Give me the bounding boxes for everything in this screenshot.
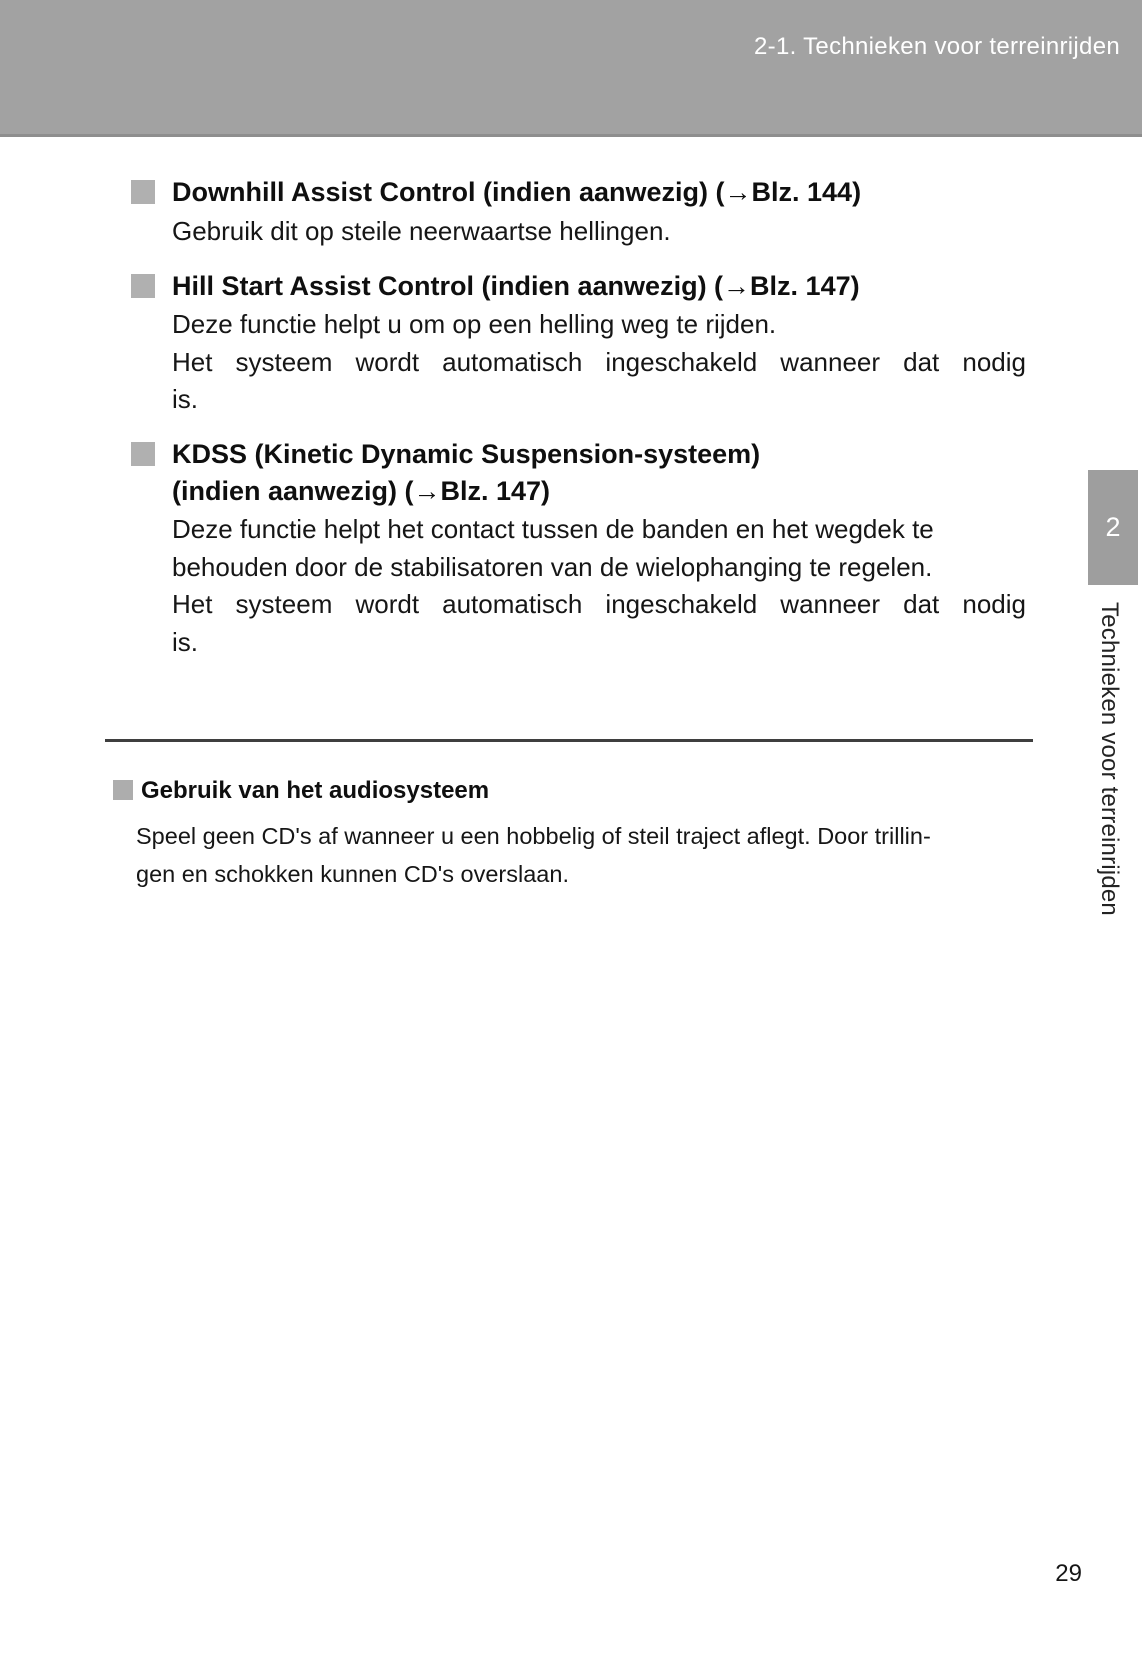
note-audio-system-heading (113, 775, 489, 806)
horizontal-divider (105, 739, 1033, 742)
body-line: Speel geen CD's af wanneer u een hobbelig of steil traject aflegt. Door trillin- (136, 823, 931, 849)
page-header-banner (0, 0, 1142, 137)
breadcrumb: 2-1. Technieken voor terreinrijden (754, 33, 1120, 60)
section-title: Hill Start Assist Control (indien aanwezig) (→Blz. 147) (172, 271, 860, 301)
section-kdss-heading (131, 436, 760, 510)
section-kdss-body (172, 511, 1026, 661)
note-title: Gebruik van het audiosysteem (141, 777, 490, 804)
section-title-line-2: (indien aanwezig) (→Blz. 147) (172, 476, 551, 506)
note-audio-system-body (136, 817, 1032, 893)
section-downhill-assist-body (172, 213, 1026, 251)
body-line: Deze functie helpt u om op een helling weg te rijden. (172, 309, 777, 339)
page-number: 29 (1055, 1560, 1082, 1587)
body-line: Het systeem wordt automatisch ingeschakeld wanneer dat nodig (172, 346, 1026, 377)
chapter-tab (1088, 470, 1138, 585)
body-line: Gebruik dit op steile neerwaartse hellingen. (172, 216, 671, 246)
chapter-number: 2 (1105, 512, 1121, 542)
section-title-line-1: KDSS (Kinetic Dynamic Suspension-systeem) (172, 439, 761, 469)
body-line: Het systeem wordt automatisch ingeschakeld wanneer dat nodig (172, 589, 1026, 619)
section-downhill-assist-heading (131, 174, 861, 211)
body-line: is. (172, 384, 198, 414)
chapter-title-vertical: Technieken voor terreinrijden (1096, 602, 1123, 916)
square-bullet-icon (113, 780, 133, 800)
square-bullet-icon (131, 180, 155, 204)
body-line: behouden door de stabilisatoren van de wielophanging te regelen. (172, 551, 933, 582)
section-hill-start-assist-heading (131, 268, 860, 305)
body-line: is. (172, 626, 198, 657)
section-title: Downhill Assist Control (indien aanwezig) (→Blz. 144) (172, 177, 862, 207)
body-line: Deze functie helpt het contact tussen de banden en het wegdek te (172, 514, 934, 544)
body-line: gen en schokken kunnen CD's overslaan. (136, 861, 569, 887)
section-hill-start-assist-body (172, 306, 1026, 419)
square-bullet-icon (131, 442, 155, 466)
square-bullet-icon (131, 274, 155, 298)
